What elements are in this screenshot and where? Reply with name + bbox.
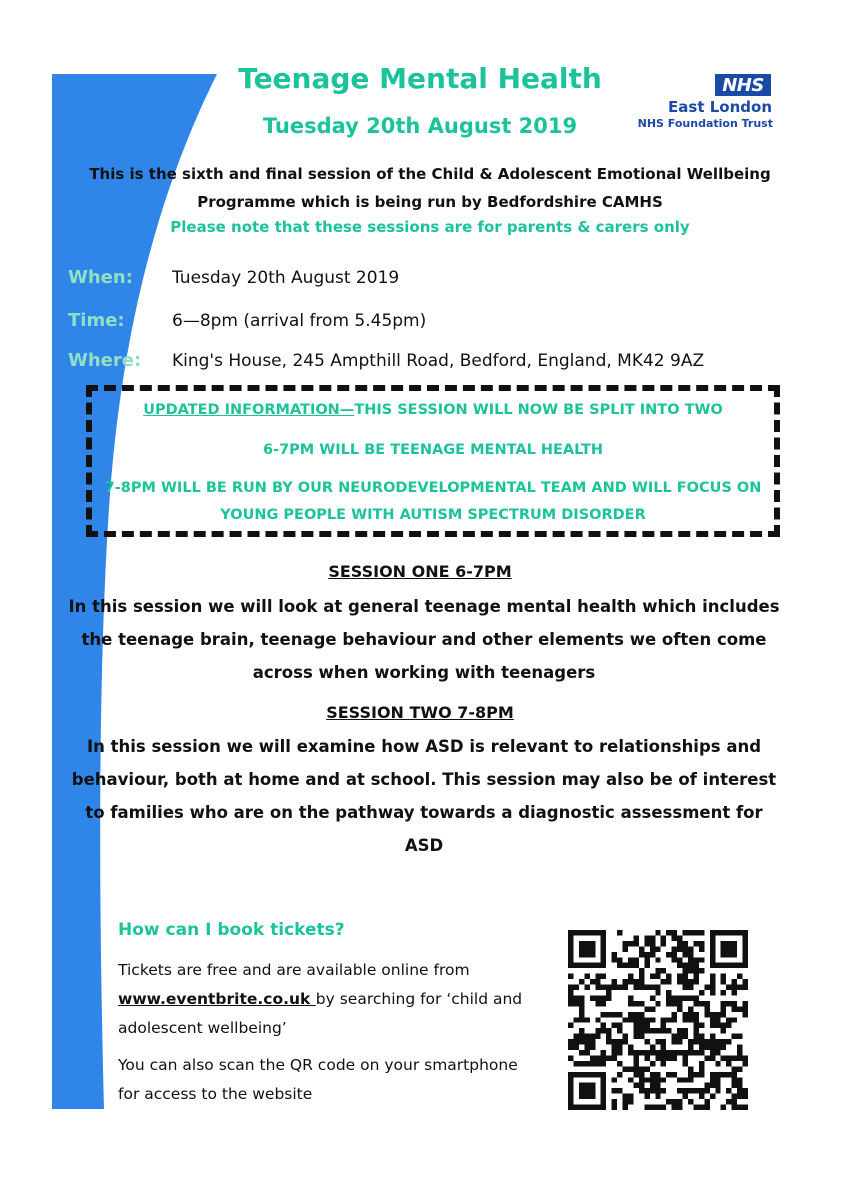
when-value: Tuesday 20th August 2019	[172, 268, 400, 288]
event-date: Tuesday 20th August 2019	[262, 114, 578, 138]
session-one-body	[56, 590, 792, 689]
booking-heading: How can I book tickets?	[118, 920, 345, 940]
updated-info-heading: UPDATED INFORMATION—	[143, 402, 355, 418]
nhs-org-name: East London	[668, 98, 772, 116]
nhs-logo: NHS	[715, 74, 771, 96]
updated-info-line-2: 6-7PM WILL BE TEENAGE MENTAL HEALTH	[262, 442, 603, 458]
intro-line-1: This is the sixth and final session of the Child & Adolescent Emotional Wellbeing	[89, 165, 771, 183]
when-label: When:	[68, 267, 133, 288]
audience-note: Please note that these sessions are for parents & carers only	[170, 218, 690, 236]
where-label: Where:	[68, 350, 142, 371]
session-one-line-3: across when working with teenagers	[252, 663, 596, 682]
nhs-org-subtitle: NHS Foundation Trust	[637, 117, 773, 130]
updated-info-line-1	[90, 398, 776, 422]
intro-text	[80, 160, 780, 216]
time-value: 6—8pm (arrival from 5.45pm)	[172, 311, 427, 331]
where-value: King's House, 245 Ampthill Road, Bedford, England, MK42 9AZ	[172, 351, 705, 371]
booking-line-3: adolescent wellbeing’	[118, 1019, 287, 1037]
time-label: Time:	[68, 310, 125, 331]
session-one-line-2: the teenage brain, teenage behaviour and other elements we often come	[81, 630, 767, 649]
session-two-heading: SESSION TWO 7-8PM	[326, 703, 514, 722]
session-two-line-4: ASD	[404, 836, 444, 855]
booking-line-4: You can also scan the QR code on your smartphone	[118, 1056, 518, 1074]
session-one-line-1: In this session we will look at general teenage mental health which includes	[68, 597, 780, 616]
updated-info-line-4: YOUNG PEOPLE WITH AUTISM SPECTRUM DISORDER	[220, 507, 646, 523]
updated-info-line-3: 7-8PM WILL BE RUN BY OUR NEURODEVELOPMENTAL TEAM AND WILL FOCUS ON	[104, 480, 762, 496]
booking-line-1: Tickets are free and are available online from	[118, 961, 470, 979]
page-title: Teenage Mental Health	[238, 62, 602, 95]
session-two-line-2: behaviour, both at home and at school. This session may also be of interest	[71, 770, 777, 789]
session-two-line-3: to families who are on the pathway towards a diagnostic assessment for	[85, 803, 763, 822]
updated-info-text: THIS SESSION WILL NOW BE SPLIT INTO TWO	[354, 402, 723, 418]
booking-line-2	[118, 985, 548, 1014]
session-two-line-1: In this session we will examine how ASD is relevant to relationships and	[86, 737, 762, 756]
intro-line-2: Programme which is being run by Bedfordshire CAMHS	[197, 193, 663, 211]
booking-line-5: for access to the website	[118, 1085, 313, 1103]
eventbrite-link[interactable]: www.eventbrite.co.uk	[118, 990, 316, 1008]
session-two-body	[56, 730, 792, 862]
qr-code[interactable]	[568, 930, 748, 1110]
booking-line-2-rest: by searching for ‘child and	[315, 990, 523, 1008]
session-one-heading: SESSION ONE 6-7PM	[328, 562, 512, 581]
